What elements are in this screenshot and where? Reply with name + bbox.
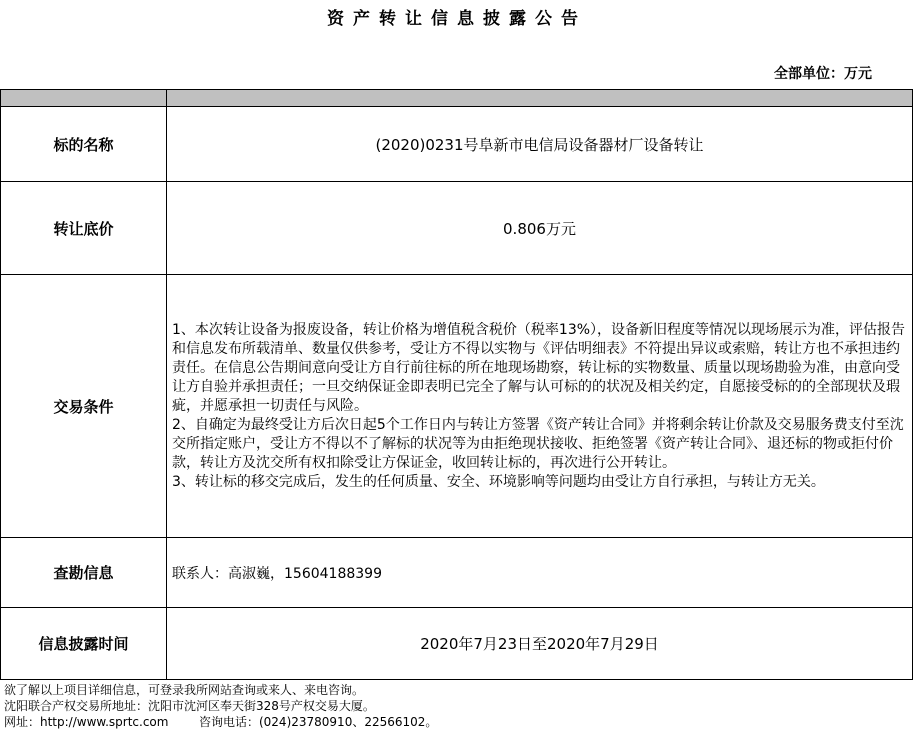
reserve-price-label: 转让底价	[1, 182, 167, 275]
row-inspection	[1, 538, 913, 608]
table-header-band	[1, 90, 913, 107]
condition-paragraph-2: 2、自确定为最终受让方后次日起5个工作日内与转让方签署《资产转让合同》并将剩余转让价款及交易服务费支付至沈交所指定账户，受让方不得以不了解标的状况等为由拒绝现状接收、拒绝签署《资产转让合同》、退还标的物或拒付价款，转让方及沈交所有权扣除受让方保证金，收回转让标的，再次进行公开转让。	[172, 416, 904, 471]
footer-notes	[4, 682, 437, 730]
row-conditions	[1, 275, 913, 538]
disclosure-period-value: 2020年7月23日至2020年7月29日	[167, 608, 913, 680]
condition-paragraph-3: 3、转让标的移交完成后，发生的任何质量、安全、环境影响等问题均由受让方自行承担，与转让方无关。	[172, 473, 825, 490]
row-disclosure-period	[1, 608, 913, 680]
footer-line-address: 沈阳联合产权交易所地址：沈阳市沈河区奉天街328号产权交易大厦。	[4, 699, 375, 713]
page-title: 资产转让信息披露公告	[327, 9, 587, 29]
footer-line-inquiry: 欲了解以上项目详细信息，可登录我所网站查询或来人、来电咨询。	[4, 683, 365, 697]
conditions-value	[167, 275, 913, 538]
condition-paragraph-1: 1、本次转让设备为报废设备，转让价格为增值税含税价（税率13%），设备新旧程度等情况以现场展示为准，评估报告和信息发布所载清单、数量仅供参考，受让方不得以实物与《评估明细表》不符提出异议或索赔，转让方也不承担违约责任。在信息公告期间意向受让方自行前往标的所在地现场勘察，转让标的实物数量、质量以现场勘验为准，由意向受让方自验并承担责任；一旦交纳保证金即表明已完全了解与认可标的的状况及相关约定，自愿接受标的的全部现状及瑕疵，并愿承担一切责任与风险。	[172, 321, 906, 414]
footer-line-contact: 网址：http://www.sprtc.com 咨询电话：(024)23780910、22566102。	[4, 715, 438, 729]
subject-name-value: (2020)0231号阜新市电信局设备器材厂设备转让	[167, 107, 913, 182]
subject-name-label: 标的名称	[1, 107, 167, 182]
inspection-value: 联系人：高淑巍，15604188399	[167, 538, 913, 608]
unit-label: 全部单位：万元	[774, 66, 872, 82]
info-table	[0, 89, 913, 680]
row-reserve-price	[1, 182, 913, 275]
header-band-right	[167, 90, 913, 107]
inspection-label: 查勘信息	[1, 538, 167, 608]
row-subject-name	[1, 107, 913, 182]
conditions-label: 交易条件	[1, 275, 167, 538]
header-band-left	[1, 90, 167, 107]
disclosure-period-label: 信息披露时间	[1, 608, 167, 680]
reserve-price-value: 0.806万元	[167, 182, 913, 275]
